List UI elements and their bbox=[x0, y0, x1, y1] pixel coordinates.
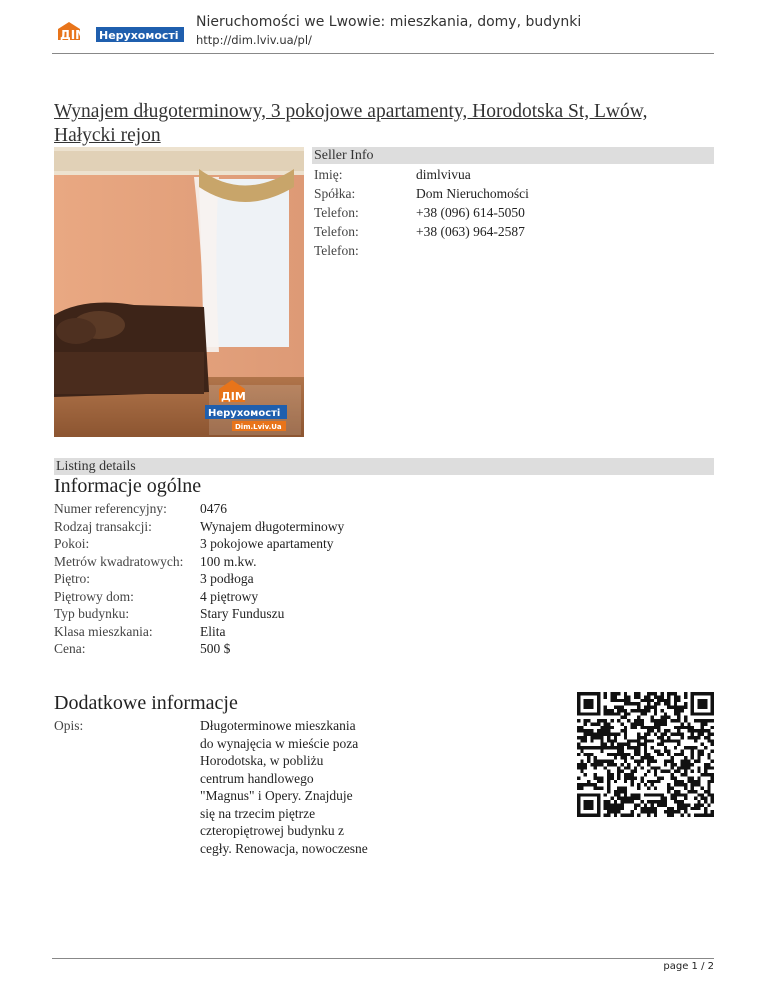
detail-value: 100 m.kw. bbox=[200, 553, 257, 569]
header-divider bbox=[52, 53, 714, 54]
detail-value: 3 podłoga bbox=[200, 571, 254, 586]
seller-info-label: Seller Info bbox=[314, 148, 374, 163]
detail-label: Metrów kwadratowych: bbox=[54, 553, 184, 569]
seller-phone[interactable]: +38 (096) 614-5050 bbox=[416, 205, 525, 220]
detail-label: Pokoi: bbox=[54, 536, 90, 551]
general-info-table bbox=[54, 500, 454, 658]
detail-value: Elita bbox=[200, 623, 226, 639]
seller-field-label: Imię: bbox=[314, 167, 343, 182]
detail-label: Numer referencyjny: bbox=[54, 501, 167, 516]
site-header bbox=[52, 12, 714, 54]
seller-row bbox=[314, 203, 714, 222]
listing-details-label: Listing details bbox=[56, 459, 136, 474]
seller-company: Dom Nieruchomości bbox=[416, 186, 529, 201]
site-url[interactable]: http://dim.lviv.ua/pl/ bbox=[196, 33, 312, 47]
listing-title[interactable]: Wynajem długoterminowy, 3 pokojowe apartamenty, Horodotska St, Lwów, Hałycki rejon bbox=[54, 101, 648, 146]
seller-info-bar bbox=[312, 147, 714, 164]
detail-value: 4 piętrowy bbox=[200, 588, 259, 604]
footer-divider bbox=[52, 958, 714, 959]
detail-row bbox=[54, 623, 454, 641]
detail-value: 3 pokojowe apartamenty bbox=[200, 536, 334, 551]
listing-photo[interactable] bbox=[54, 147, 304, 437]
seller-row bbox=[314, 222, 714, 241]
site-logo[interactable] bbox=[56, 20, 184, 46]
detail-value: Stary Funduszu bbox=[200, 606, 285, 621]
photo-watermark-sub: Нерухомості bbox=[208, 408, 281, 419]
seller-info-table bbox=[314, 165, 714, 260]
detail-label: Klasa mieszkania: bbox=[54, 623, 153, 639]
site-title: Nieruchomości we Lwowie: mieszkania, domy, budynki bbox=[196, 14, 582, 30]
detail-label: Cena: bbox=[54, 641, 86, 656]
detail-row bbox=[54, 518, 454, 536]
detail-row bbox=[54, 535, 454, 553]
detail-row bbox=[54, 570, 454, 588]
detail-label: Rodzaj transakcji: bbox=[54, 518, 152, 534]
detail-value: 0476 bbox=[200, 501, 227, 516]
svg-text:ДІМ: ДІМ bbox=[60, 28, 88, 42]
page-number: page 1 / 2 bbox=[663, 961, 714, 972]
seller-phone[interactable]: +38 (063) 964-2587 bbox=[416, 224, 525, 239]
seller-name: dimlvivua bbox=[416, 167, 471, 182]
photo-watermark: ДІМ bbox=[221, 390, 246, 403]
seller-field-label: Telefon: bbox=[314, 243, 359, 258]
listing-details-bar bbox=[54, 458, 714, 475]
svg-text:Нерухомості: Нерухомості bbox=[99, 29, 179, 42]
seller-field-label: Telefon: bbox=[314, 224, 359, 239]
general-info-heading: Informacje ogólne bbox=[54, 475, 202, 497]
detail-value: Wynajem długoterminowy bbox=[200, 518, 345, 534]
seller-field-label: Spółka: bbox=[314, 186, 356, 201]
detail-row bbox=[54, 553, 454, 571]
detail-row bbox=[54, 500, 454, 518]
detail-row bbox=[54, 605, 454, 623]
description-text: Długoterminowe mieszkania do wynajęcia w mieście poza Horodotska, w pobliżu centrum handlowego "Magnus" i Opery. Znajduje się na trzecim piętrze czteropiętrowej budynku z cegły. Renowacja, nowoczesne bbox=[200, 718, 368, 856]
detail-label: Typ budynku: bbox=[54, 606, 130, 621]
additional-info-heading: Dodatkowe informacje bbox=[54, 692, 238, 714]
detail-row bbox=[54, 640, 454, 658]
photo-watermark-url: Dim.Lviv.Ua bbox=[235, 423, 282, 431]
detail-value: 500 $ bbox=[200, 641, 231, 656]
detail-label: Piętrowy dom: bbox=[54, 588, 134, 604]
detail-row bbox=[54, 588, 454, 606]
detail-label: Piętro: bbox=[54, 571, 90, 586]
qr-code[interactable] bbox=[577, 692, 714, 817]
seller-field-label: Telefon: bbox=[314, 205, 359, 220]
description-label: Opis: bbox=[54, 718, 84, 733]
seller-row bbox=[314, 184, 714, 203]
seller-row bbox=[314, 165, 714, 184]
seller-row bbox=[314, 241, 714, 260]
